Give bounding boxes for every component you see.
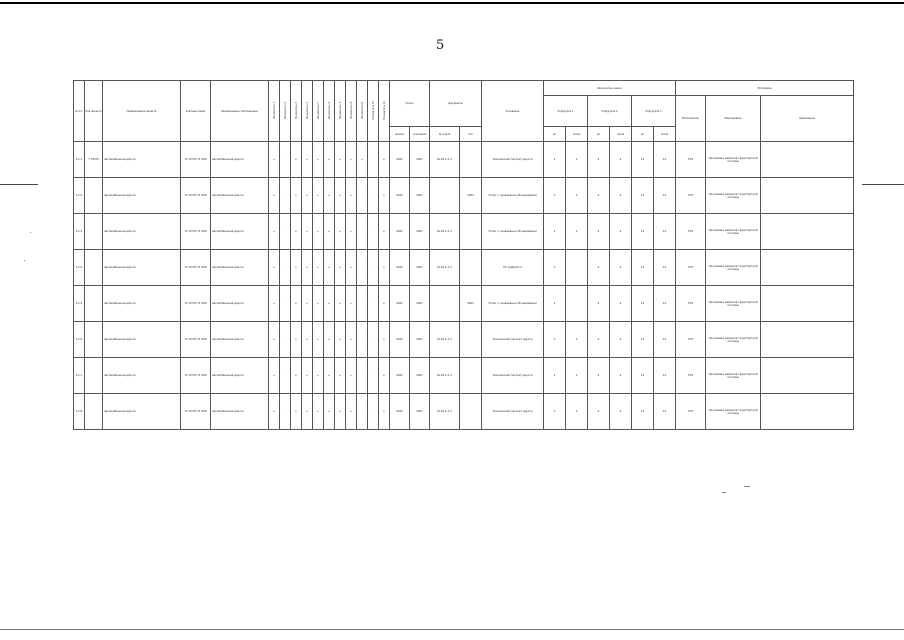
row-flag: +: [291, 214, 302, 250]
row-flag: -: [368, 394, 379, 430]
row-num: 1.1.1: [74, 142, 85, 178]
row-value: 12: [654, 394, 676, 430]
row-owner: Автомобильная дорога: [211, 322, 269, 358]
header-basis: Основание: [482, 81, 544, 142]
header-name: Наименование объекта: [103, 81, 181, 142]
row-flag: -: [368, 142, 379, 178]
row-value: 2: [588, 142, 610, 178]
row-note: [761, 286, 854, 322]
row-year-end: 2021: [410, 214, 430, 250]
header-feature: Показатель 10: [368, 81, 379, 142]
row-value: 1: [566, 322, 588, 358]
row-flag: +: [335, 394, 346, 430]
row-flag: +: [346, 322, 357, 358]
row-flag: +: [335, 322, 346, 358]
row-name: Автомобильная дорога: [103, 250, 181, 286]
header-before: до: [588, 127, 610, 142]
row-year-end: 2021: [410, 394, 430, 430]
row-exec: ГКУ: [676, 214, 706, 250]
row-flag: +: [291, 142, 302, 178]
row-num: 1.1.4: [74, 250, 85, 286]
row-flag: +: [379, 178, 390, 214]
row-doc-type: [460, 142, 482, 178]
row-flag: +: [269, 394, 280, 430]
row-reg: 71 ОП РЗ 71-500: [181, 358, 211, 394]
row-note: [761, 178, 854, 214]
row-exec: ГКУ: [676, 142, 706, 178]
row-flag: +: [346, 358, 357, 394]
row-flag: +: [269, 358, 280, 394]
table-row: [74, 142, 854, 178]
row-flag: +: [269, 250, 280, 286]
row-basis: Технический паспорт дороги: [482, 358, 544, 394]
row-reg: 71 ОП РЗ 71-500: [181, 178, 211, 214]
row-value: 2: [610, 322, 632, 358]
row-flag: +: [346, 142, 357, 178]
row-flag: +: [335, 178, 346, 214]
header-owner: Наименование собственника: [211, 81, 269, 142]
row-flag: +: [357, 142, 368, 178]
row-owner: Автомобильная дорога: [211, 250, 269, 286]
row-value: 2: [588, 394, 610, 430]
row-reg: 71 ОП РЗ 71-500: [181, 214, 211, 250]
row-flag: -: [357, 358, 368, 394]
row-value: 12: [654, 214, 676, 250]
row-note: [761, 394, 854, 430]
row-flag: +: [324, 394, 335, 430]
row-basis: Не требуется: [482, 250, 544, 286]
scan-speck: [744, 486, 750, 487]
row-exec: ГКУ: [676, 286, 706, 322]
row-year-start: 2021: [390, 286, 410, 322]
row-flag: +: [291, 394, 302, 430]
header-docs: Документы: [430, 81, 482, 127]
row-flag: -: [357, 214, 368, 250]
row-value: 2: [610, 250, 632, 286]
row-year-start: 2021: [390, 178, 410, 214]
row-program: Программа развития транспортной системы: [706, 250, 761, 286]
row-flag: -: [357, 322, 368, 358]
header-num: № п/п: [74, 81, 85, 142]
header-years: Сроки: [390, 81, 430, 127]
row-flag: +: [335, 142, 346, 178]
row-value: 1: [544, 178, 566, 214]
row-flag: +: [324, 214, 335, 250]
table-row: [74, 286, 854, 322]
row-exec: ГКУ: [676, 358, 706, 394]
row-doc: № 45-1-1-3: [430, 214, 460, 250]
row-flag: +: [313, 178, 324, 214]
row-flag: +: [269, 322, 280, 358]
row-flag: +: [291, 250, 302, 286]
table-row: [74, 358, 854, 394]
row-code: [85, 394, 103, 430]
row-basis: Технический паспорт дороги: [482, 394, 544, 430]
row-year-start: 2021: [390, 394, 410, 430]
row-name: Автомобильная дорога: [103, 142, 181, 178]
row-value: 1: [566, 142, 588, 178]
row-flag: +: [379, 394, 390, 430]
row-owner: Автомобильная дорога: [211, 214, 269, 250]
row-flag: +: [346, 178, 357, 214]
row-basis: Отчет о проведении обследования: [482, 214, 544, 250]
row-flag: +: [313, 214, 324, 250]
row-year-start: 2021: [390, 358, 410, 394]
row-doc-type: 2021: [460, 286, 482, 322]
row-basis: Технический паспорт дороги: [482, 142, 544, 178]
row-flag: +: [269, 214, 280, 250]
document-table-wrapper: [73, 80, 854, 430]
header-results: Результаты оценки: [544, 81, 676, 96]
row-program: Программа развития транспортной системы: [706, 358, 761, 394]
row-flag: +: [269, 142, 280, 178]
row-flag: +: [324, 142, 335, 178]
row-code: [85, 322, 103, 358]
row-owner: Автомобильная дорога: [211, 142, 269, 178]
row-value: 1: [544, 394, 566, 430]
row-exec: ГКУ: [676, 394, 706, 430]
row-program: Программа развития транспортной системы: [706, 142, 761, 178]
row-flag: +: [324, 286, 335, 322]
row-value: 11: [632, 214, 654, 250]
row-program: Программа развития транспортной системы: [706, 394, 761, 430]
scan-speck: [30, 232, 31, 233]
row-doc-type: [460, 358, 482, 394]
row-value: [566, 250, 588, 286]
row-flag: +: [302, 286, 313, 322]
row-doc-type: [460, 322, 482, 358]
row-name: Автомобильная дорога: [103, 394, 181, 430]
row-flag: +: [313, 286, 324, 322]
row-value: 2: [588, 214, 610, 250]
row-flag: +: [269, 286, 280, 322]
row-code: [85, 358, 103, 394]
row-year-end: 2021: [410, 178, 430, 214]
row-flag: -: [280, 178, 291, 214]
row-value: 1: [544, 358, 566, 394]
table-row: [74, 394, 854, 430]
row-value: 12: [654, 322, 676, 358]
header-end: окончание: [410, 127, 430, 142]
scan-speck: [24, 260, 25, 261]
header-note: Примечание: [761, 96, 854, 142]
row-flag: -: [357, 178, 368, 214]
row-doc-type: [460, 394, 482, 430]
row-note: [761, 142, 854, 178]
row-value: 1: [566, 214, 588, 250]
row-reg: 71 ОП РЗ 71-500: [181, 286, 211, 322]
row-flag: +: [324, 178, 335, 214]
row-code: 7 ОП РЗ: [85, 142, 103, 178]
row-basis: Технический паспорт дороги: [482, 322, 544, 358]
row-flag: -: [368, 286, 379, 322]
row-flag: +: [302, 250, 313, 286]
row-flag: +: [313, 358, 324, 394]
header-sub: Подгруппа 2: [588, 96, 632, 127]
row-flag: +: [379, 214, 390, 250]
header-after: после: [566, 127, 588, 142]
row-exec: ГКУ: [676, 322, 706, 358]
row-value: 12: [654, 178, 676, 214]
header-reg: Учетный номер: [181, 81, 211, 142]
row-doc-type: [460, 250, 482, 286]
header-feature: Показатель 11: [379, 81, 390, 142]
row-program: Программа развития транспортной системы: [706, 322, 761, 358]
row-exec: ГКУ: [676, 178, 706, 214]
row-value: 2: [610, 214, 632, 250]
header-before: до: [632, 127, 654, 142]
row-flag: -: [368, 322, 379, 358]
page-number: 5: [436, 38, 445, 53]
header-program: Программа: [676, 81, 854, 96]
row-value: 12: [654, 286, 676, 322]
header-feature: Показатель 2: [280, 81, 291, 142]
row-reg: 71 ОП РЗ 71-500: [181, 394, 211, 430]
row-flag: +: [313, 322, 324, 358]
header-doc-type: тип: [460, 127, 482, 142]
row-flag: +: [379, 322, 390, 358]
row-year-end: 2021: [410, 286, 430, 322]
row-reg: 71 ОП РЗ 71-500: [181, 322, 211, 358]
row-flag: +: [346, 250, 357, 286]
row-doc-type: [460, 214, 482, 250]
row-value: 1: [566, 178, 588, 214]
table-row: [74, 214, 854, 250]
row-exec: ГКУ: [676, 250, 706, 286]
row-num: 1.1.2: [74, 178, 85, 214]
row-flag: -: [280, 250, 291, 286]
row-owner: Автомобильная дорога: [211, 358, 269, 394]
row-flag: -: [368, 358, 379, 394]
row-flag: +: [346, 214, 357, 250]
row-value: 12: [654, 358, 676, 394]
header-start: начало: [390, 127, 410, 142]
row-year-end: 2021: [410, 358, 430, 394]
row-flag: +: [335, 286, 346, 322]
row-value: 2: [588, 358, 610, 394]
row-flag: +: [313, 250, 324, 286]
row-flag: +: [291, 358, 302, 394]
row-value: 2: [588, 178, 610, 214]
row-doc: № 45-1-1-3: [430, 358, 460, 394]
row-flag: +: [313, 394, 324, 430]
row-num: 1.1.5: [74, 286, 85, 322]
header-feature: Показатель 3: [291, 81, 302, 142]
row-note: [761, 322, 854, 358]
row-value: 11: [632, 250, 654, 286]
row-flag: +: [302, 394, 313, 430]
row-doc: [430, 286, 460, 322]
row-doc-type: 2021: [460, 178, 482, 214]
row-flag: +: [379, 142, 390, 178]
row-value: 1: [544, 142, 566, 178]
row-flag: +: [302, 178, 313, 214]
row-flag: +: [291, 286, 302, 322]
register-table: [73, 80, 854, 430]
header-sub: Подгруппа 3: [632, 96, 676, 127]
row-flag: -: [280, 394, 291, 430]
row-flag: +: [346, 394, 357, 430]
row-flag: +: [313, 142, 324, 178]
row-flag: +: [324, 250, 335, 286]
row-flag: +: [379, 286, 390, 322]
row-value: 1: [544, 286, 566, 322]
row-flag: +: [324, 322, 335, 358]
row-flag: +: [291, 322, 302, 358]
row-value: 1: [544, 322, 566, 358]
row-note: [761, 214, 854, 250]
row-doc: № 45-1-1-3: [430, 394, 460, 430]
row-reg: 71 ОП РЗ 71-500: [181, 250, 211, 286]
row-year-start: 2021: [390, 214, 410, 250]
row-value: 11: [632, 322, 654, 358]
row-flag: -: [280, 142, 291, 178]
row-flag: +: [379, 250, 390, 286]
header-sub: Подгруппа 1: [544, 96, 588, 127]
row-name: Автомобильная дорога: [103, 322, 181, 358]
top-border-line: [0, 2, 904, 4]
row-value: 11: [632, 286, 654, 322]
row-doc: № 45-1-1-3: [430, 322, 460, 358]
row-flag: -: [357, 394, 368, 430]
row-note: [761, 358, 854, 394]
header-row-1: [74, 81, 854, 96]
row-name: Автомобильная дорога: [103, 358, 181, 394]
row-flag: -: [280, 286, 291, 322]
row-value: [566, 286, 588, 322]
row-flag: +: [335, 358, 346, 394]
row-year-end: 2021: [410, 142, 430, 178]
row-value: 11: [632, 142, 654, 178]
table-row: [74, 178, 854, 214]
row-num: 1.1.8: [74, 394, 85, 430]
row-value: 1: [566, 358, 588, 394]
scan-mark: [0, 184, 38, 185]
row-flag: -: [368, 178, 379, 214]
row-owner: Автомобильная дорога: [211, 178, 269, 214]
row-value: 2: [588, 250, 610, 286]
row-program: Программа развития транспортной системы: [706, 178, 761, 214]
row-num: 1.1.7: [74, 358, 85, 394]
row-note: [761, 250, 854, 286]
row-code: [85, 250, 103, 286]
row-flag: +: [269, 178, 280, 214]
row-doc: [430, 178, 460, 214]
row-owner: Автомобильная дорога: [211, 394, 269, 430]
row-flag: +: [324, 358, 335, 394]
row-flag: -: [280, 322, 291, 358]
row-value: 2: [610, 286, 632, 322]
row-code: [85, 178, 103, 214]
header-feature: Показатель 4: [302, 81, 313, 142]
row-basis: Отчет о проведении обследования: [482, 178, 544, 214]
row-flag: +: [302, 142, 313, 178]
row-value: 1: [544, 250, 566, 286]
header-feature: Показатель 7: [335, 81, 346, 142]
header-measure: Мероприятие: [706, 96, 761, 142]
row-flag: -: [357, 250, 368, 286]
row-num: 1.1.6: [74, 322, 85, 358]
row-flag: +: [335, 214, 346, 250]
row-value: 2: [610, 178, 632, 214]
row-code: [85, 214, 103, 250]
row-year-end: 2021: [410, 322, 430, 358]
header-after: после: [654, 127, 676, 142]
header-code: Код объекта: [85, 81, 103, 142]
scan-speck: [722, 492, 726, 493]
row-flag: -: [368, 250, 379, 286]
row-name: Автомобильная дорога: [103, 214, 181, 250]
row-value: 12: [654, 142, 676, 178]
row-flag: -: [280, 358, 291, 394]
row-num: 1.1.3: [74, 214, 85, 250]
row-name: Автомобильная дорога: [103, 178, 181, 214]
table-row: [74, 250, 854, 286]
row-value: 1: [566, 394, 588, 430]
row-owner: Автомобильная дорога: [211, 286, 269, 322]
row-value: 2: [610, 394, 632, 430]
row-flag: -: [357, 286, 368, 322]
header-before: до: [544, 127, 566, 142]
row-flag: -: [368, 214, 379, 250]
row-value: 2: [588, 286, 610, 322]
row-value: 11: [632, 394, 654, 430]
row-value: 11: [632, 178, 654, 214]
row-flag: +: [346, 286, 357, 322]
row-flag: +: [302, 322, 313, 358]
header-feature: Показатель 8: [346, 81, 357, 142]
row-year-start: 2021: [390, 142, 410, 178]
row-flag: +: [335, 250, 346, 286]
header-feature: Показатель 9: [357, 81, 368, 142]
row-value: 12: [654, 250, 676, 286]
row-program: Программа развития транспортной системы: [706, 214, 761, 250]
row-value: 2: [610, 142, 632, 178]
row-flag: +: [302, 214, 313, 250]
row-value: 2: [610, 358, 632, 394]
row-name: Автомобильная дорога: [103, 286, 181, 322]
header-exec: Исполнитель: [676, 96, 706, 142]
bottom-fold-line: [0, 629, 904, 630]
row-flag: +: [302, 358, 313, 394]
row-doc: № 45-1-1-3: [430, 250, 460, 286]
row-year-start: 2021: [390, 322, 410, 358]
scan-mark: [862, 184, 904, 185]
row-year-start: 2021: [390, 250, 410, 286]
row-flag: -: [280, 214, 291, 250]
header-after: после: [610, 127, 632, 142]
row-flag: +: [291, 178, 302, 214]
header-feature: Показатель 5: [313, 81, 324, 142]
table-body: [74, 142, 854, 430]
row-basis: Отчет о проведении обследования: [482, 286, 544, 322]
row-value: 11: [632, 358, 654, 394]
row-year-end: 2021: [410, 250, 430, 286]
row-doc: № 45-1-1-3: [430, 142, 460, 178]
row-reg: 71 ОП РЗ 71-500: [181, 142, 211, 178]
table-row: [74, 322, 854, 358]
header-feature: Показатель 6: [324, 81, 335, 142]
row-code: [85, 286, 103, 322]
header-doc-no: № и дата: [430, 127, 460, 142]
header-feature: Показатель 1: [269, 81, 280, 142]
row-program: Программа развития транспортной системы: [706, 286, 761, 322]
row-value: 2: [588, 322, 610, 358]
row-value: 1: [544, 214, 566, 250]
row-flag: +: [379, 358, 390, 394]
